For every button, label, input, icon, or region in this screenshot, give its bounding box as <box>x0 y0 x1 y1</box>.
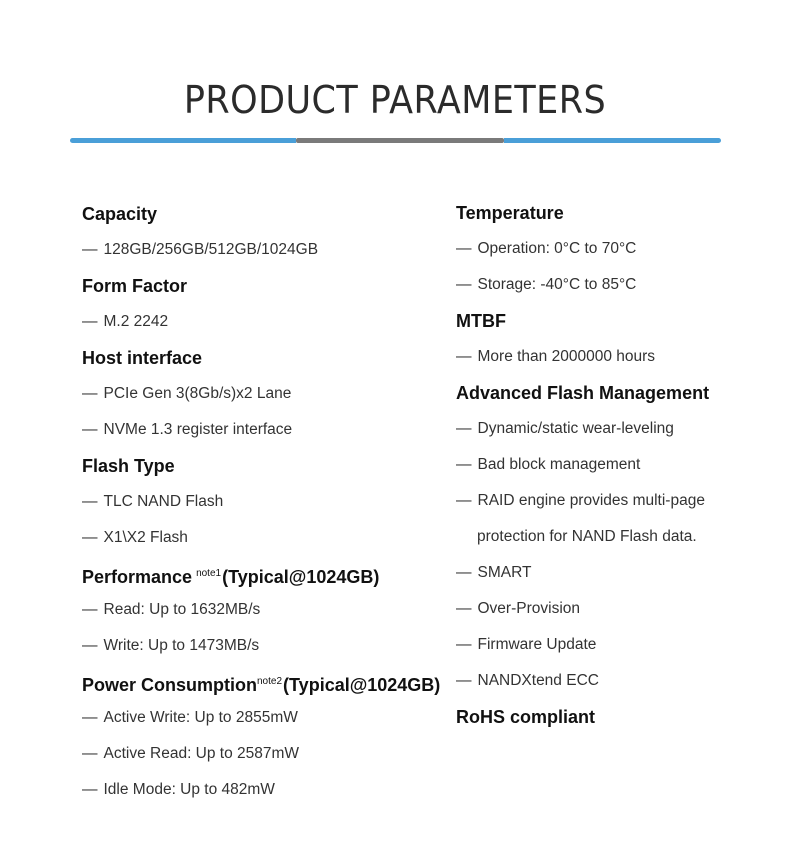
spec-item <box>456 483 756 519</box>
capacity-heading: Capacity <box>82 204 158 224</box>
spec-value: M.2 2242 <box>103 313 169 330</box>
dash: — <box>456 240 472 257</box>
spec-value: More than 2000000 hours <box>477 348 656 365</box>
spec-item <box>82 520 452 556</box>
host-interface-heading: Host interface <box>82 348 203 368</box>
spec-item <box>82 484 452 520</box>
heading-text: Performance <box>82 567 193 587</box>
spec-item <box>82 376 452 412</box>
footnote-marker: note1 <box>196 568 222 579</box>
spec-value: Bad block management <box>477 456 641 473</box>
spec-value: Active Write: Up to 2855mW <box>103 709 298 726</box>
spec-item <box>456 447 756 483</box>
heading-text: Power Consumption <box>82 675 257 695</box>
spec-value: Over-Provision <box>477 600 580 617</box>
form-factor-heading: Form Factor <box>82 276 188 296</box>
dash: — <box>82 709 98 726</box>
rohs-heading: RoHS compliant <box>456 707 596 727</box>
spec-value: Read: Up to 1632MB/s <box>103 601 261 618</box>
flash-type-heading: Flash Type <box>82 456 175 476</box>
spec-item <box>456 339 756 375</box>
flash-management-heading: Advanced Flash Management <box>456 383 710 403</box>
dash: — <box>456 600 472 617</box>
spec-item <box>82 592 452 628</box>
spec-item <box>82 304 452 340</box>
dash: — <box>82 241 98 258</box>
dash: — <box>456 564 472 581</box>
spec-item <box>456 591 756 627</box>
dash: — <box>456 348 472 365</box>
spec-value: PCIe Gen 3(8Gb/s)x2 Lane <box>103 385 292 402</box>
title-divider-middle <box>296 138 504 143</box>
spec-value: NANDXtend ECC <box>477 672 599 689</box>
dash: — <box>456 456 472 473</box>
dash: — <box>82 493 98 510</box>
spec-value: Storage: -40°C to 85°C <box>477 276 637 293</box>
spec-item-continuation: protection for NAND Flash data. <box>477 528 697 545</box>
spec-value: Operation: 0°C to 70°C <box>477 240 637 257</box>
right-column <box>456 195 756 735</box>
spec-item <box>456 267 756 303</box>
spec-item <box>82 412 452 448</box>
spec-item <box>456 411 756 447</box>
dash: — <box>456 636 472 653</box>
spec-value: NVMe 1.3 register interface <box>103 421 293 438</box>
spec-value: Idle Mode: Up to 482mW <box>103 781 275 798</box>
spec-item <box>456 663 756 699</box>
spec-value: Write: Up to 1473MB/s <box>103 637 260 654</box>
dash: — <box>82 745 98 762</box>
spec-item <box>82 232 452 268</box>
dash: — <box>82 601 98 618</box>
performance-heading <box>82 556 452 592</box>
dash: — <box>456 420 472 437</box>
spec-value: TLC NAND Flash <box>103 493 224 510</box>
dash: — <box>456 492 472 509</box>
spec-item <box>456 627 756 663</box>
dash: — <box>82 421 98 438</box>
page-title: PRODUCT PARAMETERS <box>183 78 607 122</box>
spec-value: Active Read: Up to 2587mW <box>103 745 300 762</box>
spec-value: Dynamic/static wear-leveling <box>477 420 674 437</box>
dash: — <box>82 529 98 546</box>
dash: — <box>456 276 472 293</box>
dash: — <box>456 672 472 689</box>
temperature-heading: Temperature <box>456 203 564 223</box>
spec-value: SMART <box>477 564 532 581</box>
spec-item <box>82 700 452 736</box>
spec-value: Firmware Update <box>477 636 597 653</box>
heading-suffix: (Typical@1024GB) <box>222 567 380 587</box>
heading-suffix: (Typical@1024GB) <box>283 675 441 695</box>
power-consumption-heading <box>82 664 452 700</box>
spec-value: X1\X2 Flash <box>103 529 188 546</box>
spec-value: 128GB/256GB/512GB/1024GB <box>103 241 319 258</box>
title-divider-left <box>70 138 296 143</box>
spec-item <box>456 231 756 267</box>
dash: — <box>82 313 98 330</box>
mtbf-heading: MTBF <box>456 311 506 331</box>
spec-item <box>82 736 452 772</box>
title-divider-right <box>504 138 721 143</box>
footnote-marker: note2 <box>257 676 283 687</box>
spec-item <box>82 772 452 808</box>
dash: — <box>82 781 98 798</box>
left-column <box>82 196 452 808</box>
dash: — <box>82 637 98 654</box>
spec-value: RAID engine provides multi-page <box>477 492 705 509</box>
spec-item <box>82 628 452 664</box>
spec-item <box>456 555 756 591</box>
dash: — <box>82 385 98 402</box>
